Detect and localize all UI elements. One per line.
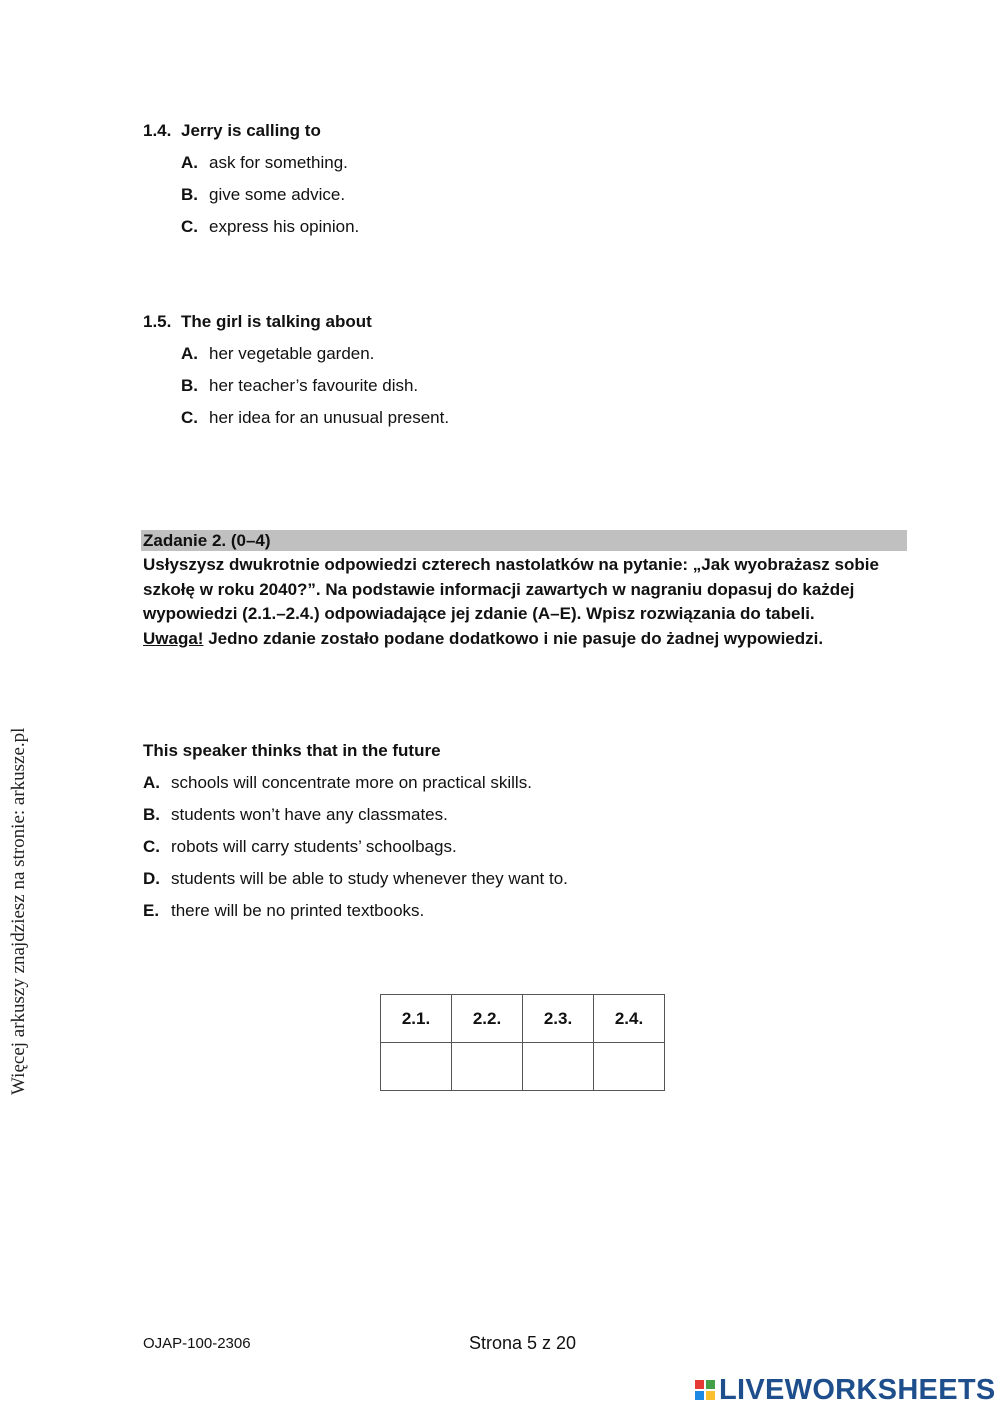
statements-lead: This speaker thinks that in the future (143, 741, 441, 760)
question-1-4 (143, 121, 359, 249)
answer-table-header-row (381, 995, 665, 1043)
statement-c (143, 837, 568, 869)
statement-d (143, 869, 568, 901)
side-watermark-text: Więcej arkuszy znajdziesz na stronie: arkusze.pl (8, 727, 29, 1095)
instruction-text: Usłyszysz dwukrotnie odpowiedzi czterech nastolatków na pytanie: „Jak wyobrażasz sobie szkołę w roku 2040?”. Na podstawie informacji zawartych w nagraniu dopasuj do każdej wypowiedzi (2.1.–2.4.) odpowiadające jej zdanie (A–E). Wpisz rozwiązania do tabeli. (143, 555, 879, 623)
option-text: give some advice. (209, 185, 346, 204)
task-2-header: Zadanie 2. (0–4) (141, 530, 907, 551)
option-text: her idea for an unusual present. (209, 408, 450, 427)
statement-letter: B. (143, 805, 160, 824)
statement-letter: A. (143, 773, 160, 792)
statement-letter: C. (143, 837, 160, 856)
option-letter: C. (181, 408, 198, 427)
statement-a (143, 773, 568, 805)
option-letter: A. (181, 153, 198, 172)
option-c (143, 408, 449, 440)
footer-page-number: Strona 5 z 20 (469, 1333, 577, 1353)
option-a (143, 153, 359, 185)
statement-text: there will be no printed textbooks. (171, 901, 425, 920)
question-stem (143, 121, 359, 153)
question-stem (143, 312, 449, 344)
statement-text: students will be able to study whenever they want to. (171, 869, 568, 888)
answer-cell-2-2[interactable] (452, 1043, 523, 1091)
note-label: Uwaga! (143, 628, 204, 648)
logo-square (694, 1379, 705, 1390)
note-text: Jedno zdanie zostało podane dodatkowo i nie pasuje do żadnej wypowiedzi. (203, 628, 824, 648)
task-2-instruction (143, 553, 913, 651)
logo-square (694, 1390, 705, 1401)
option-letter: A. (181, 344, 198, 363)
task-2-statements (143, 741, 568, 933)
option-letter: B. (181, 185, 198, 204)
answer-cell-2-1[interactable] (381, 1043, 452, 1091)
statement-text: robots will carry students’ schoolbags. (171, 837, 457, 856)
logo-square (705, 1379, 716, 1390)
answer-header-2-1: 2.1. (381, 995, 452, 1043)
answer-header-2-3: 2.3. (523, 995, 594, 1043)
logo-square (705, 1390, 716, 1401)
option-a (143, 344, 449, 376)
statement-e (143, 901, 568, 933)
option-text: her teacher’s favourite dish. (209, 376, 419, 395)
liveworksheets-logo (694, 1374, 996, 1406)
statement-text: schools will concentrate more on practical skills. (171, 773, 532, 792)
statement-text: students won’t have any classmates. (171, 805, 448, 824)
option-text: ask for something. (209, 153, 348, 172)
question-number: 1.4. (143, 121, 172, 140)
answer-table-input-row (381, 1043, 665, 1091)
answer-header-2-4: 2.4. (594, 995, 665, 1043)
option-text: her vegetable garden. (209, 344, 375, 363)
question-number: 1.5. (143, 312, 172, 331)
answer-header-2-2: 2.2. (452, 995, 523, 1043)
question-text: Jerry is calling to (181, 121, 321, 140)
option-c (143, 217, 359, 249)
question-1-5 (143, 312, 449, 440)
logo-text: LIVEWORKSHEETS (719, 1373, 996, 1406)
option-text: express his opinion. (209, 217, 360, 236)
option-letter: C. (181, 217, 198, 236)
statement-letter: D. (143, 869, 160, 888)
question-text: The girl is talking about (181, 312, 372, 331)
option-letter: B. (181, 376, 198, 395)
logo-mark-icon (694, 1379, 716, 1401)
statement-letter: E. (143, 901, 160, 920)
answer-cell-2-4[interactable] (594, 1043, 665, 1091)
option-b (143, 185, 359, 217)
answer-cell-2-3[interactable] (523, 1043, 594, 1091)
statement-b (143, 805, 568, 837)
footer-exam-code: OJAP-100-2306 (143, 1335, 251, 1352)
option-b (143, 376, 449, 408)
answer-table (380, 994, 665, 1091)
